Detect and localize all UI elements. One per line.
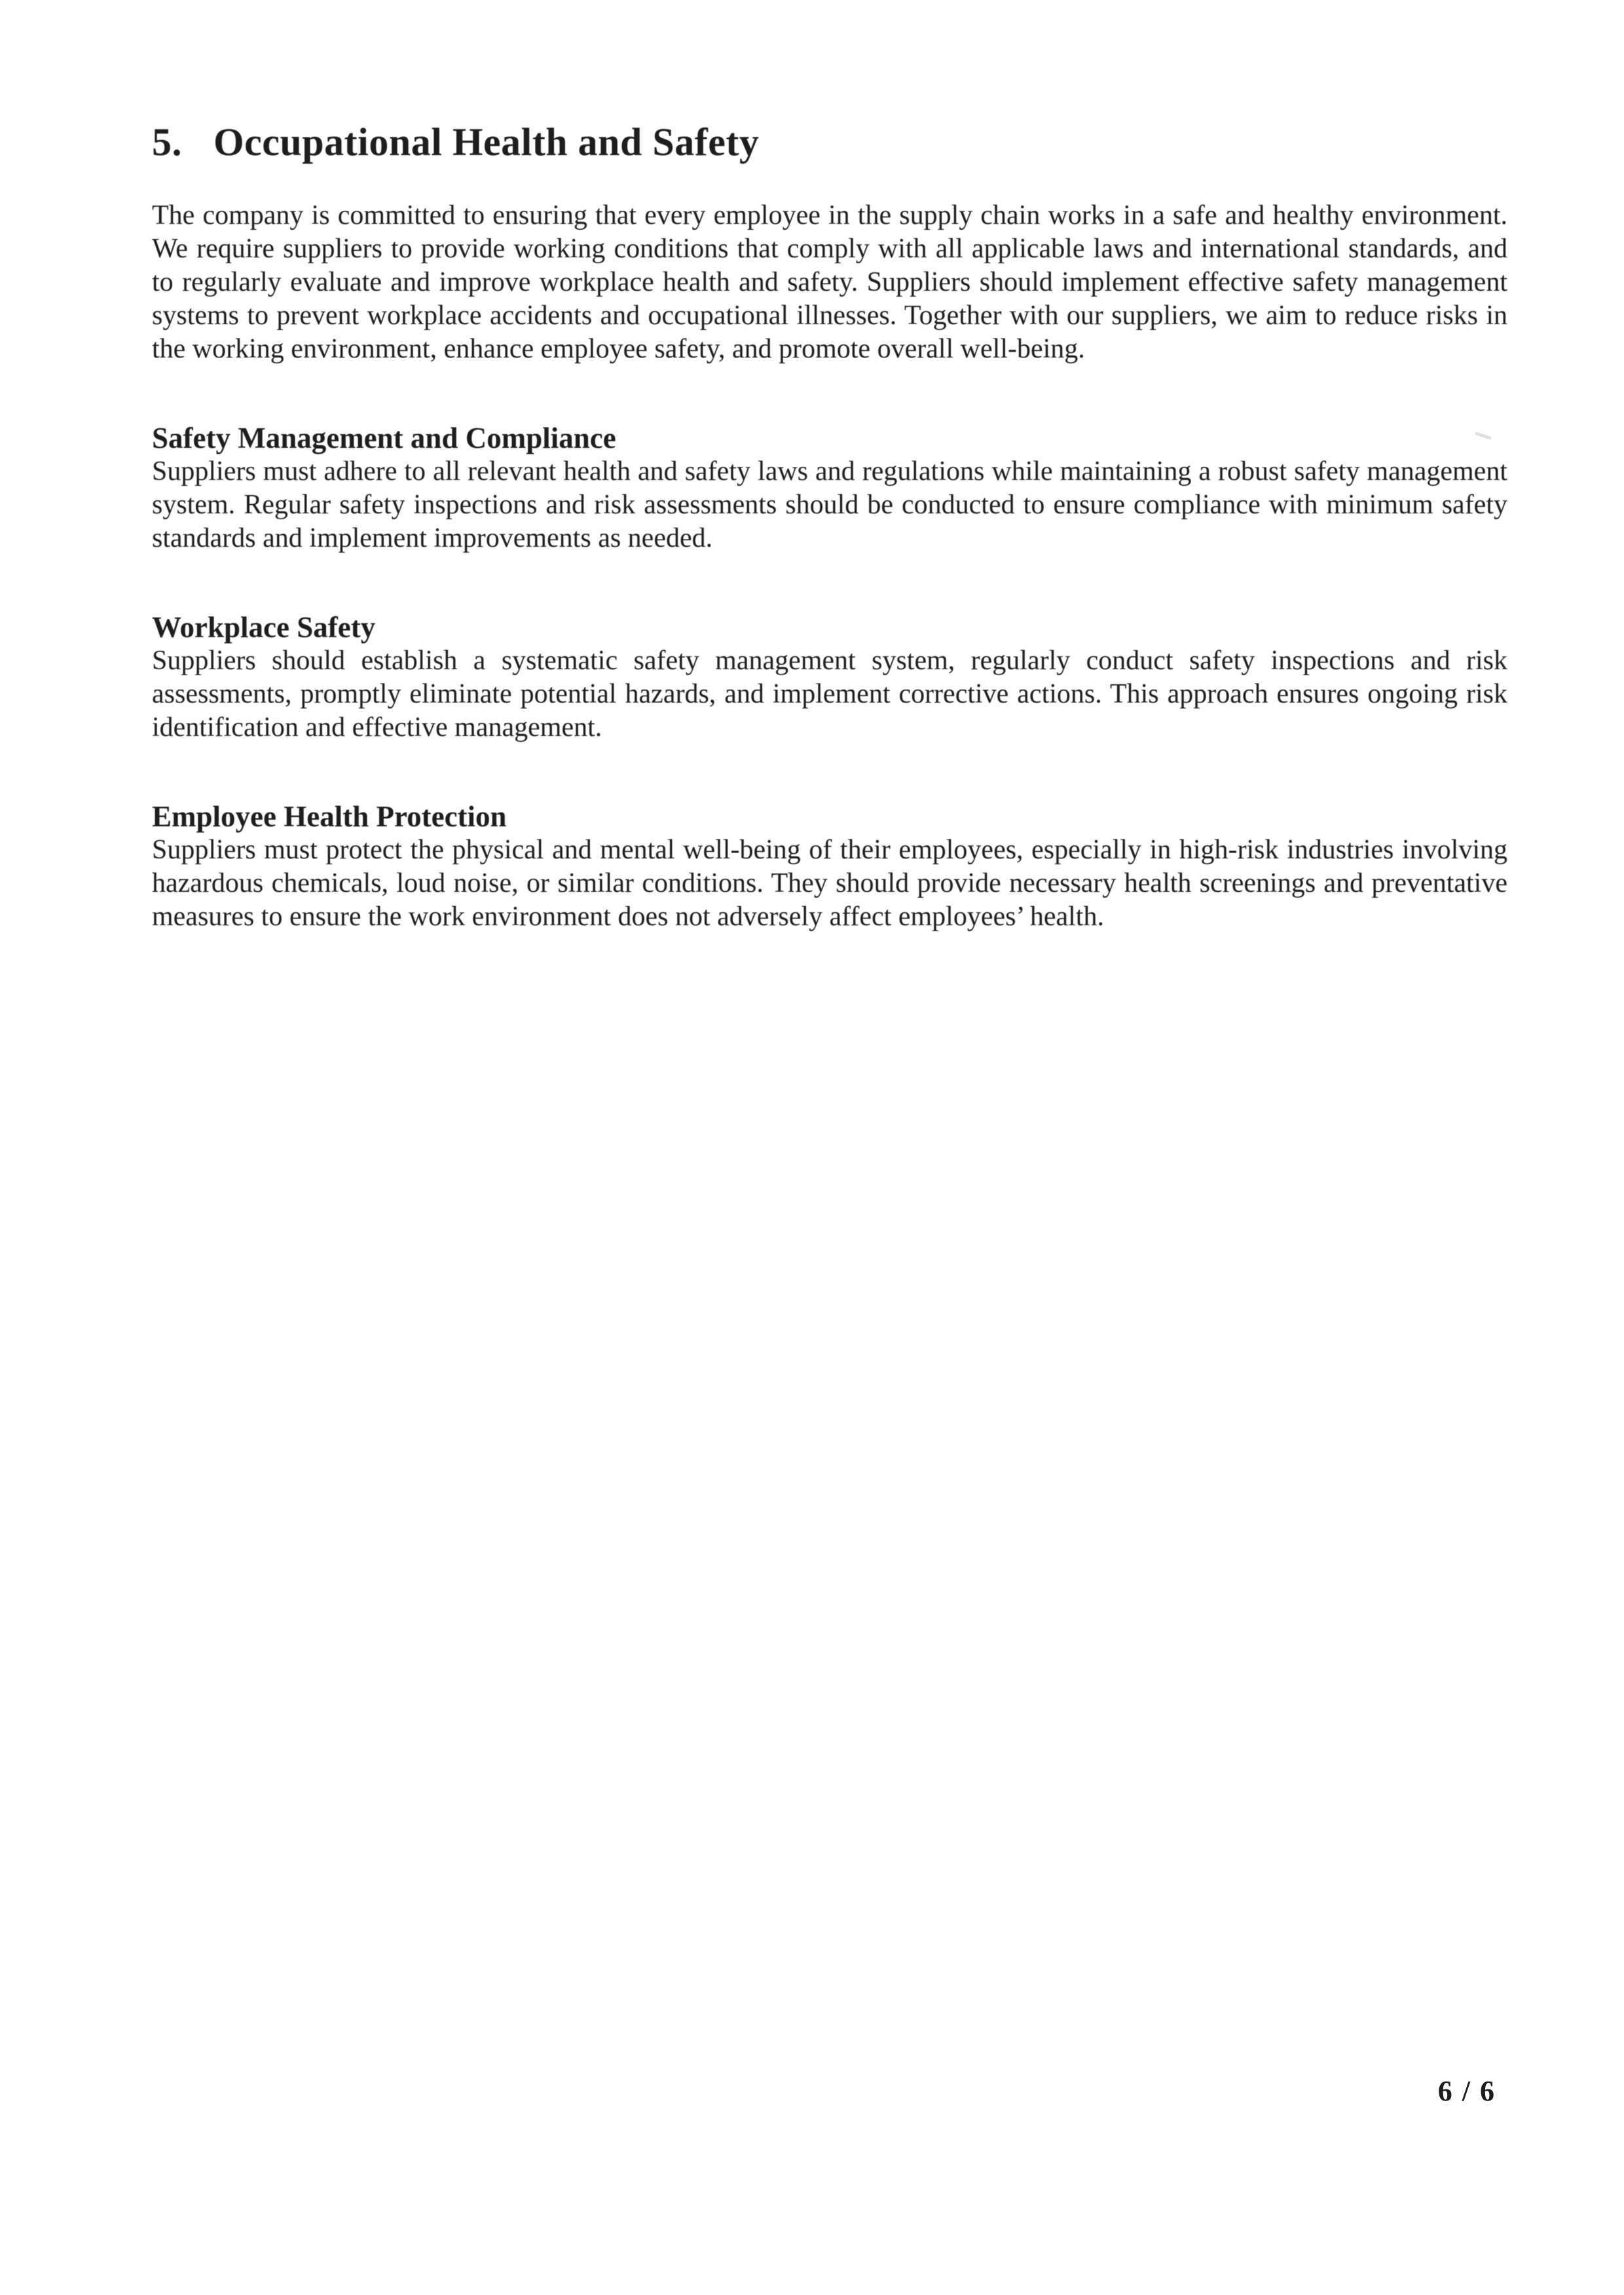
section-workplace-safety xyxy=(152,610,1507,744)
section-safety-management xyxy=(152,421,1507,555)
section-body: Suppliers must protect the physical and mental well-being of their employees, especially in high-risk industries involving hazardous chemicals, loud noise, or similar conditions. They should provide necessary health screenings and preventative measures to ensure the work environment does not adversely affect employees’ health. xyxy=(152,835,1507,932)
section-heading: Workplace Safety xyxy=(152,611,376,644)
section-title-text: Occupational Health and Safety xyxy=(213,120,760,164)
section-heading: Employee Health Protection xyxy=(152,800,507,833)
page-number: 6 / 6 xyxy=(1437,2075,1496,2107)
page-title xyxy=(152,119,1507,165)
section-body: Suppliers should establish a systematic safety management system, regularly conduct safety inspections and risk assessments, promptly eliminate potential hazards, and implement corrective actions. This approach ensures ongoing risk identification and effective management. xyxy=(152,646,1507,743)
section-employee-health xyxy=(152,799,1507,934)
intro-paragraph: The company is committed to ensuring that every employee in the supply chain works in a safe and healthy environment. We require suppliers to provide working conditions that comply with all applicable laws and international standards, and to regularly evaluate and improve workplace health and safety. Suppliers should implement effective safety management systems to prevent workplace accidents and occupational illnesses. Together with our suppliers, we aim to reduce risks in the working environment, enhance employee safety, and promote overall well-being. xyxy=(152,200,1507,364)
section-number: 5. xyxy=(152,120,182,164)
document-content xyxy=(152,119,1507,934)
section-body: Suppliers must adhere to all relevant health and safety laws and regulations while maintaining a robust safety management system. Regular safety inspections and risk assessments should be conducted to ensure compliance with minimum safety standards and implement improvements as needed. xyxy=(152,456,1507,553)
section-heading: Safety Management and Compliance xyxy=(152,422,616,454)
